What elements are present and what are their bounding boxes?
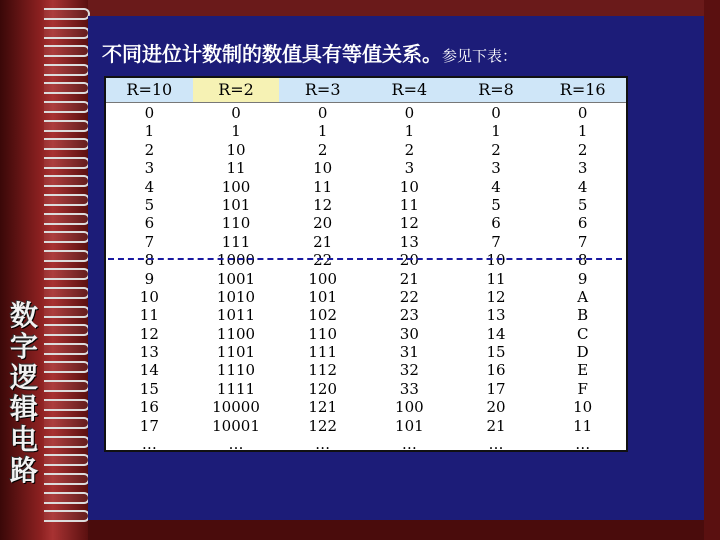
side-title-char: 辑 <box>9 392 38 425</box>
table-cell: 23 <box>399 306 419 325</box>
binder-ring-icon <box>44 157 90 169</box>
table-cell: 13 <box>399 232 419 251</box>
table-cell: 10 <box>573 398 593 417</box>
table-column <box>106 104 193 453</box>
table-cell: 12 <box>313 195 333 214</box>
table-cell: 3 <box>491 159 501 178</box>
binder-ring-icon <box>44 27 90 39</box>
table-cell: 3 <box>144 159 155 178</box>
dashed-divider <box>108 258 622 260</box>
table-cell: 6 <box>491 214 501 233</box>
binder-ring-icon <box>44 287 90 299</box>
table-cell: 121 <box>308 398 337 417</box>
slide-heading <box>102 38 517 66</box>
header-r2: R=2 <box>193 78 280 102</box>
table-cell: 21 <box>399 269 419 288</box>
side-title-char: 路 <box>9 454 38 487</box>
binder-ring-icon <box>44 175 90 187</box>
table-cell: 5 <box>491 195 501 214</box>
table-cell: 1001 <box>216 269 256 288</box>
binder-ring-icon <box>44 492 90 504</box>
binder-ring-icon <box>44 343 90 355</box>
table-cell: B <box>577 306 589 325</box>
table-cell: 0 <box>144 104 155 122</box>
table-cell: C <box>576 324 589 343</box>
table-cell: 16 <box>139 398 159 417</box>
table-cell: 1 <box>577 122 588 141</box>
table-cell: 1 <box>491 122 501 141</box>
binder-ring-icon <box>44 380 90 392</box>
table-cell: 7 <box>144 232 155 251</box>
table-cell: 10 <box>139 287 159 306</box>
header-r3: R=3 <box>279 78 366 102</box>
table-cell: 13 <box>139 343 159 362</box>
table-cell: 10000 <box>212 398 260 417</box>
table-cell: … <box>141 435 157 454</box>
table-cell: 20 <box>313 214 333 233</box>
table-cell: 9 <box>577 269 588 288</box>
table-header-row <box>106 78 626 103</box>
table-column <box>279 104 366 453</box>
table-cell: 1011 <box>216 306 256 325</box>
table-cell: 15 <box>139 379 159 398</box>
table-cell: 12 <box>399 214 419 233</box>
table-cell: 1 <box>144 122 155 141</box>
table-cell: 20 <box>486 398 506 417</box>
binder-ring-icon <box>44 45 90 57</box>
header-r8: R=8 <box>453 78 540 102</box>
table-cell: 6 <box>144 214 155 233</box>
header-r16: R=16 <box>539 78 626 102</box>
binder-ring-icon <box>44 82 90 94</box>
side-title-char: 数 <box>9 299 38 332</box>
side-title-char: 逻 <box>9 361 38 394</box>
binder-ring-icon <box>44 454 90 466</box>
table-cell: 10 <box>486 251 506 270</box>
header-r10: R=10 <box>106 78 193 102</box>
decorative-right-strip <box>704 0 720 540</box>
binder-ring-icon <box>44 436 90 448</box>
table-column <box>539 104 626 453</box>
table-cell: 9 <box>144 269 155 288</box>
table-cell: 2 <box>404 140 415 159</box>
table-cell: 15 <box>486 343 506 362</box>
table-cell: 111 <box>221 232 251 251</box>
table-cell: 112 <box>308 361 337 380</box>
table-cell: 14 <box>139 361 159 380</box>
side-title-char: 字 <box>9 330 38 363</box>
table-cell: 7 <box>491 232 501 251</box>
table-cell: 11 <box>226 159 246 178</box>
side-title-char: 电 <box>9 423 38 456</box>
table-cell: 6 <box>577 214 588 233</box>
table-cell: 32 <box>399 361 419 380</box>
table-cell: 122 <box>308 416 337 435</box>
table-cell: 0 <box>404 104 415 122</box>
table-cell: A <box>577 287 589 306</box>
table-cell: 12 <box>486 287 506 306</box>
table-cell: 2 <box>491 140 501 159</box>
table-cell: 0 <box>231 104 241 122</box>
table-cell: … <box>575 435 591 454</box>
table-cell: 21 <box>313 232 333 251</box>
table-cell: 102 <box>308 306 337 325</box>
table-cell: 22 <box>313 251 333 270</box>
table-cell: 110 <box>308 324 337 343</box>
table-column <box>366 104 453 453</box>
table-cell: 111 <box>308 343 337 362</box>
table-cell: 11 <box>139 306 159 325</box>
table-cell: 4 <box>491 177 501 196</box>
table-cell: 30 <box>399 324 419 343</box>
table-cell: 0 <box>317 104 328 122</box>
table-cell: 1 <box>404 122 415 141</box>
table-cell: 120 <box>308 379 337 398</box>
table-cell: 1110 <box>216 361 256 380</box>
table-cell: 4 <box>144 177 155 196</box>
binder-ring-icon <box>44 399 90 411</box>
table-column <box>193 104 280 453</box>
table-cell: 101 <box>221 195 251 214</box>
heading-sub: 参见下表： <box>442 47 518 65</box>
table-cell: 1101 <box>216 343 256 362</box>
table-cell: 2 <box>144 140 155 159</box>
table-cell: 0 <box>577 104 588 122</box>
binder-ring-icon <box>44 213 90 225</box>
table-cell: 11 <box>313 177 333 196</box>
table-cell: 0 <box>491 104 501 122</box>
header-r4: R=4 <box>366 78 453 102</box>
table-cell: 1 <box>317 122 328 141</box>
table-cell: 2 <box>577 140 588 159</box>
table-cell: 1 <box>231 122 241 141</box>
table-cell: 101 <box>308 287 337 306</box>
table-cell: 4 <box>577 177 588 196</box>
table-cell: 11 <box>399 195 419 214</box>
binder-ring-icon <box>44 361 90 373</box>
table-cell: … <box>315 435 331 454</box>
table-cell: 11 <box>573 416 593 435</box>
binder-ring-icon <box>44 64 90 76</box>
table-cell: 22 <box>399 287 419 306</box>
table-cell: 3 <box>404 159 415 178</box>
binder-ring-icon <box>44 138 90 150</box>
table-cell: 100 <box>395 398 424 417</box>
table-cell: … <box>488 435 504 454</box>
table-cell: 101 <box>395 416 424 435</box>
table-cell: 10 <box>399 177 419 196</box>
binder-ring-icon <box>44 473 90 485</box>
table-cell: 7 <box>577 232 588 251</box>
binder-ring-icon <box>44 417 90 429</box>
table-cell: 16 <box>486 361 506 380</box>
binder-ring-icon <box>44 268 90 280</box>
table-cell: 10 <box>226 140 246 159</box>
table-cell: 17 <box>139 416 159 435</box>
table-cell: 11 <box>486 269 506 288</box>
table-cell: 13 <box>486 306 506 325</box>
table-cell: E <box>577 361 589 380</box>
table-cell: 21 <box>486 416 506 435</box>
table-cell: 31 <box>399 343 419 362</box>
table-cell: 2 <box>317 140 328 159</box>
table-cell: 1100 <box>216 324 256 343</box>
table-cell: 100 <box>308 269 337 288</box>
table-cell: D <box>576 343 589 362</box>
binder-ring-icon <box>44 120 90 132</box>
table-cell: 33 <box>399 379 419 398</box>
table-cell: 10001 <box>212 416 260 435</box>
table-cell: 5 <box>577 195 588 214</box>
binder-ring-icon <box>44 510 90 522</box>
binder-rings <box>44 8 92 528</box>
table-cell: 8 <box>144 251 155 270</box>
binder-ring-icon <box>44 231 90 243</box>
table-cell: 3 <box>577 159 588 178</box>
heading-main: 不同进位计数制的数值具有等值关系。 <box>102 42 442 66</box>
table-cell: F <box>577 379 588 398</box>
binder-ring-icon <box>44 250 90 262</box>
panel-shadow <box>88 520 720 540</box>
table-cell: 17 <box>486 379 506 398</box>
side-title <box>2 300 46 486</box>
binder-ring-icon <box>44 306 90 318</box>
table-cell: 20 <box>399 251 419 270</box>
binder-ring-icon <box>44 324 90 336</box>
binder-ring-icon <box>44 8 90 20</box>
table-cell: … <box>228 435 244 454</box>
binder-ring-icon <box>44 101 90 113</box>
table-cell: 1000 <box>216 251 256 270</box>
table-cell: 100 <box>221 177 251 196</box>
table-cell: … <box>401 435 417 454</box>
table-cell: 14 <box>486 324 506 343</box>
radix-table <box>104 76 628 452</box>
table-cell: 12 <box>139 324 159 343</box>
table-column <box>453 104 540 453</box>
table-cell: 5 <box>144 195 155 214</box>
binder-ring-icon <box>44 194 90 206</box>
table-cell: 8 <box>577 251 588 270</box>
table-cell: 1111 <box>216 379 256 398</box>
table-cell: 1010 <box>216 287 256 306</box>
table-cell: 10 <box>313 159 333 178</box>
table-cell: 110 <box>221 214 251 233</box>
table-body <box>106 104 626 453</box>
